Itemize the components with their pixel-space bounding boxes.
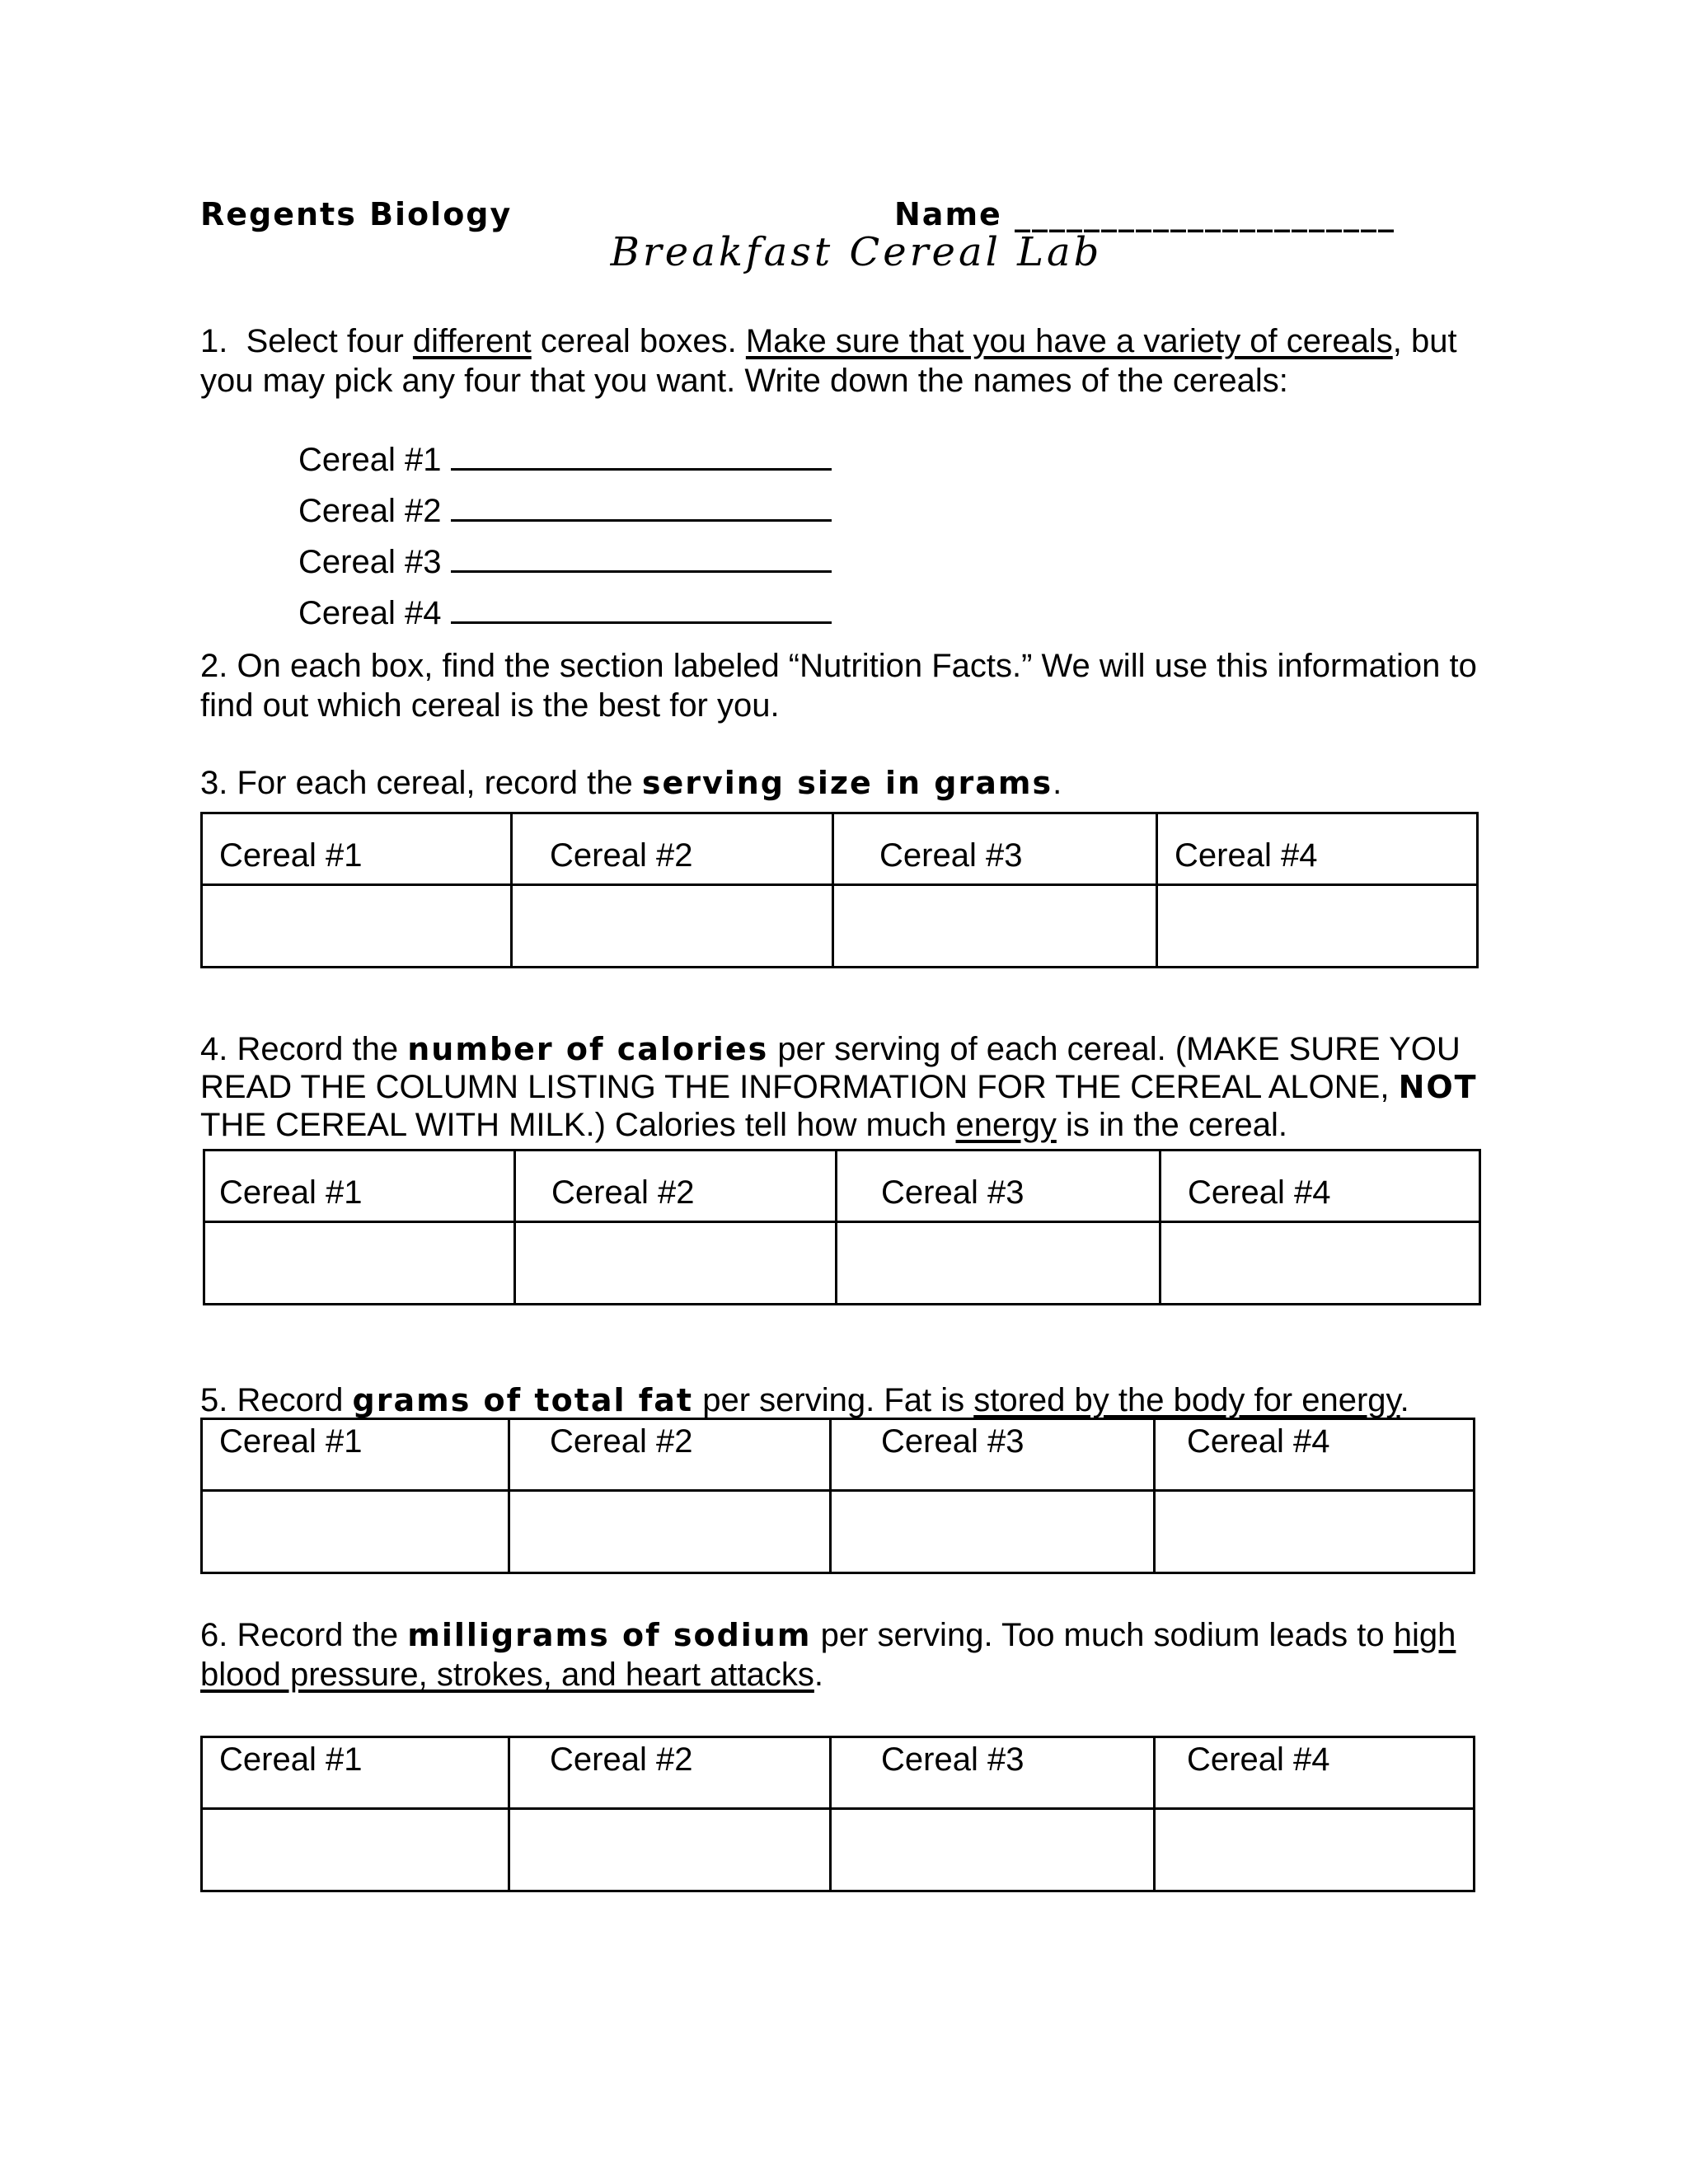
- q5-text-a: 5. Record: [200, 1382, 353, 1418]
- column-label: Cereal #4: [1187, 1741, 1330, 1778]
- table-header-cell: [202, 1737, 509, 1809]
- cereal-label: Cereal #1: [298, 442, 442, 478]
- table-header-cell: [833, 813, 1157, 885]
- q3-text-a: 3. For each cereal, record the: [200, 765, 642, 801]
- answer-cell[interactable]: [1157, 885, 1478, 968]
- q6-bold: milligrams of sodium: [407, 1617, 812, 1653]
- answer-cell[interactable]: [837, 1222, 1160, 1305]
- answer-cell[interactable]: [509, 1809, 831, 1891]
- answer-cell[interactable]: [831, 1491, 1155, 1573]
- answer-cell[interactable]: [202, 1491, 509, 1573]
- column-label: Cereal #2: [550, 1741, 693, 1778]
- cereal-label: Cereal #3: [298, 544, 442, 580]
- q4-emphasis-energy: energy: [955, 1107, 1057, 1143]
- q4-bold: number of calories: [407, 1031, 769, 1067]
- total-fat-table: [200, 1418, 1475, 1574]
- q5-bold: grams of total fat: [352, 1382, 694, 1418]
- column-label: Cereal #4: [1187, 1423, 1330, 1460]
- table-header-cell: [509, 1419, 831, 1491]
- serving-size-table: [200, 812, 1479, 968]
- q1-emphasis-different: different: [412, 323, 532, 359]
- column-label: Cereal #4: [1175, 837, 1318, 874]
- answer-cell[interactable]: [204, 1222, 515, 1305]
- table-header-cell: [1160, 1151, 1480, 1222]
- question-3: [200, 763, 1503, 803]
- q3-bold: serving size in grams: [641, 765, 1053, 801]
- cereal-name-row: [298, 490, 832, 530]
- table-header-cell: [512, 813, 833, 885]
- table-header-cell: [837, 1151, 1160, 1222]
- cereal-label: Cereal #2: [298, 493, 442, 529]
- answer-cell[interactable]: [1160, 1222, 1480, 1305]
- column-label: Cereal #1: [219, 1423, 363, 1460]
- column-label: Cereal #3: [881, 1174, 1025, 1211]
- column-label: Cereal #3: [879, 837, 1023, 874]
- name-field-label[interactable]: Name ______________________: [894, 196, 1396, 232]
- table-header-cell: [1157, 813, 1478, 885]
- cereal-name-row: [298, 541, 832, 581]
- sodium-table: [200, 1736, 1475, 1892]
- calories-table: [203, 1149, 1481, 1305]
- cereal-name-row: [298, 592, 832, 632]
- answer-cell[interactable]: [202, 885, 512, 968]
- cereal-name-row: [298, 438, 832, 479]
- q1-emphasis-variety: Make sure that you have a variety of cereals: [745, 323, 1393, 359]
- question-4: [200, 1030, 1486, 1144]
- column-label: Cereal #3: [881, 1741, 1025, 1778]
- table-header-cell: [831, 1419, 1155, 1491]
- answer-cell[interactable]: [1155, 1491, 1475, 1573]
- answer-cell[interactable]: [512, 885, 833, 968]
- q4-text-c: THE CEREAL WITH MILK.) Calories tell how much: [200, 1107, 956, 1143]
- table-header-cell: [204, 1151, 515, 1222]
- q3-text-b: .: [1053, 765, 1062, 801]
- column-label: Cereal #2: [551, 1174, 695, 1211]
- q6-text-a: 6. Record the: [200, 1617, 408, 1653]
- course-title: Regents Biology: [200, 196, 513, 232]
- q6-text-b: per serving. Too much sodium leads to: [811, 1617, 1394, 1653]
- q1-text-e: , but you may pick any four that you want. Write down the names of the cereals:: [200, 323, 1457, 399]
- column-label: Cereal #3: [881, 1423, 1025, 1460]
- answer-cell[interactable]: [509, 1491, 831, 1573]
- q5-text-b: per serving. Fat is: [693, 1382, 974, 1418]
- q4-text-d: is in the cereal.: [1056, 1107, 1287, 1143]
- cereal-name-blank[interactable]: [451, 438, 832, 471]
- q4-text-b: per serving of each cereal. (MAKE SURE YOU READ THE COLUMN LISTING THE INFORMATION FOR THE CEREAL ALONE,: [200, 1031, 1461, 1105]
- cereal-name-blank[interactable]: [451, 592, 832, 624]
- column-label: Cereal #1: [219, 1174, 363, 1211]
- q4-bold-not: NOT: [1398, 1069, 1478, 1105]
- q6-text-c: .: [814, 1657, 823, 1693]
- table-header-cell: [202, 1419, 509, 1491]
- answer-cell[interactable]: [1155, 1809, 1475, 1891]
- question-1: [200, 321, 1503, 401]
- q1-number: 1.: [200, 323, 228, 359]
- q1-text-c: cereal boxes.: [531, 323, 746, 359]
- q5-emphasis-stored: stored by the body for energy: [973, 1382, 1400, 1418]
- table-header-cell: [831, 1737, 1155, 1809]
- column-label: Cereal #1: [219, 1741, 363, 1778]
- answer-cell[interactable]: [202, 1809, 509, 1891]
- column-label: Cereal #1: [219, 837, 363, 874]
- cereal-name-blank[interactable]: [451, 490, 832, 522]
- question-2: 2. On each box, find the section labeled “Nutrition Facts.” We will use this information to find out which cereal is the best for you.: [200, 648, 1477, 724]
- worksheet-title: Breakfast Cereal Lab: [610, 229, 1103, 275]
- table-header-cell: [1155, 1419, 1475, 1491]
- column-label: Cereal #2: [550, 837, 693, 874]
- table-header-cell: [1155, 1737, 1475, 1809]
- answer-cell[interactable]: [833, 885, 1157, 968]
- q1-text-a: Select four: [246, 323, 413, 359]
- q4-text-a: 4. Record the: [200, 1031, 408, 1067]
- q5-text-c: .: [1400, 1382, 1409, 1418]
- question-6: [200, 1615, 1486, 1694]
- table-header-cell: [202, 813, 512, 885]
- question-5: [200, 1380, 1503, 1420]
- column-label: Cereal #4: [1188, 1174, 1331, 1211]
- table-header-cell: [515, 1151, 837, 1222]
- column-label: Cereal #2: [550, 1423, 693, 1460]
- cereal-name-blank[interactable]: [451, 541, 832, 573]
- cereal-label: Cereal #4: [298, 595, 442, 631]
- table-header-cell: [509, 1737, 831, 1809]
- q6-emphasis-health: high blood pressure, strokes, and heart attacks: [200, 1617, 1456, 1693]
- answer-cell[interactable]: [831, 1809, 1155, 1891]
- answer-cell[interactable]: [515, 1222, 837, 1305]
